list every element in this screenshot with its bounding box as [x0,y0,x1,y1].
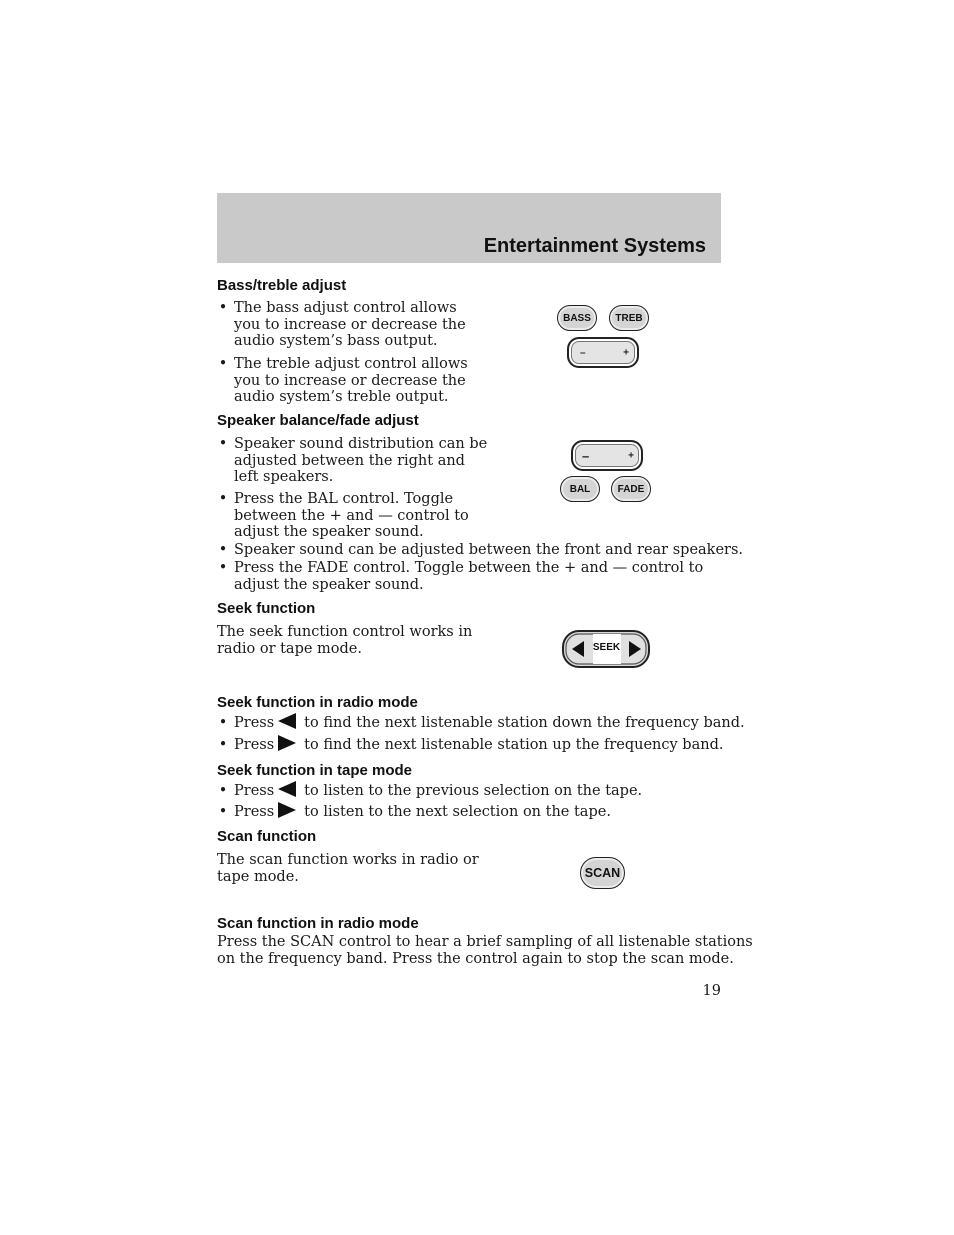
page-number: 19 [702,983,721,999]
bullet-line: you to increase or decrease the [234,316,466,333]
bullet-dot: • [218,715,228,731]
balance-fade-rocker [571,440,643,471]
bullet-dot: • [218,737,228,753]
press-word: Press [234,804,275,820]
item-text: to listen to the previous selection on the tape. [304,783,643,799]
scan-button: SCAN [580,857,625,889]
heading-balance-fade: Speaker balance/fade adjust [217,412,419,429]
press-word: Press [234,737,275,753]
left-triangle-icon [278,713,296,729]
bullet-line: Speaker sound can be adjusted between the front and rear speakers. [234,542,744,558]
bullet-dot: • [218,804,228,820]
bullet-line: audio system’s bass output. [234,333,438,349]
heading-bass-treble: Bass/treble adjust [217,277,347,294]
paragraph-line: The seek function control works in [217,624,473,640]
bullet-bass [217,300,466,350]
heading-seek-radio: Seek function in radio mode [217,694,418,711]
paragraph-line: radio or tape mode. [217,640,362,657]
bullet-dot: • [218,783,228,799]
heading-scan-radio: Scan function in radio mode [217,915,419,932]
heading-scan: Scan function [217,828,317,845]
paragraph-line: The scan function works in radio or [217,852,479,868]
item-text: to find the next listenable station down the frequency band. [304,715,745,731]
right-triangle-icon [278,802,296,818]
right-triangle-icon [278,735,296,751]
seek-button-figure [562,630,649,667]
scan-radio-paragraph [217,934,753,967]
bullet-treble [217,356,468,406]
minus-symbol: – [582,448,590,463]
bullet-dot: • [218,542,228,558]
bullet-dot: • [218,356,228,372]
section-title: Entertainment Systems [483,235,706,257]
plus-symbol: + [628,450,634,461]
paragraph-line: on the frequency band. Press the control again to stop the scan mode. [217,950,734,967]
bullet-line: The bass adjust control allows [234,300,457,316]
bullet-dot: • [218,491,228,507]
bullet-line: Press the BAL control. Toggle [234,491,454,507]
bullet-line: left speakers. [234,469,334,485]
seek-description [217,624,472,657]
plus-symbol: + [623,347,629,358]
seek-tape-item-previous [217,783,642,800]
seek-tape-item-next [217,804,611,821]
seek-label: SEEK [592,642,621,653]
bullet-line: Press the FADE control. Toggle between the + and — control to [234,560,704,576]
bullet-line: adjusted between the right and [234,452,465,469]
bullet-line: between the + and — control to [234,507,469,524]
paragraph-line: Press the SCAN control to hear a brief sampling of all listenable stations [217,934,753,950]
item-text: to find the next listenable station up the frequency band. [304,737,724,753]
press-word: Press [234,715,275,731]
section-header-bar [217,193,721,263]
scan-description [217,852,479,885]
bullet-line: you to increase or decrease the [234,372,466,389]
bullet-line: adjust the speaker sound. [234,524,424,540]
press-word: Press [234,783,275,799]
bullet-line: Speaker sound distribution can be [234,436,488,452]
bullet-line: audio system’s treble output. [234,389,449,405]
paragraph-line: tape mode. [217,868,299,885]
bass-treble-rocker [567,337,639,368]
heading-seek: Seek function [217,600,316,617]
minus-symbol: – [580,347,586,358]
left-triangle-icon [278,781,296,797]
bullet-balance-1 [217,436,487,486]
bullet-dot: • [218,560,228,576]
bullet-line: The treble adjust control allows [234,356,468,372]
bullet-fade-1 [217,542,743,559]
seek-radio-item-up [217,737,723,754]
bass-button: BASS [557,305,597,331]
seek-radio-item-down [217,715,745,732]
bal-button: BAL [560,476,600,502]
treble-button: TREB [609,305,649,331]
bullet-dot: • [218,300,228,316]
heading-seek-tape: Seek function in tape mode [217,762,413,779]
fade-button: FADE [611,476,651,502]
bullet-line: adjust the speaker sound. [234,576,424,593]
bullet-balance-2 [217,491,469,541]
item-text: to listen to the next selection on the tape. [304,804,611,820]
bullet-dot: • [218,436,228,452]
bullet-fade-2 [217,560,703,593]
